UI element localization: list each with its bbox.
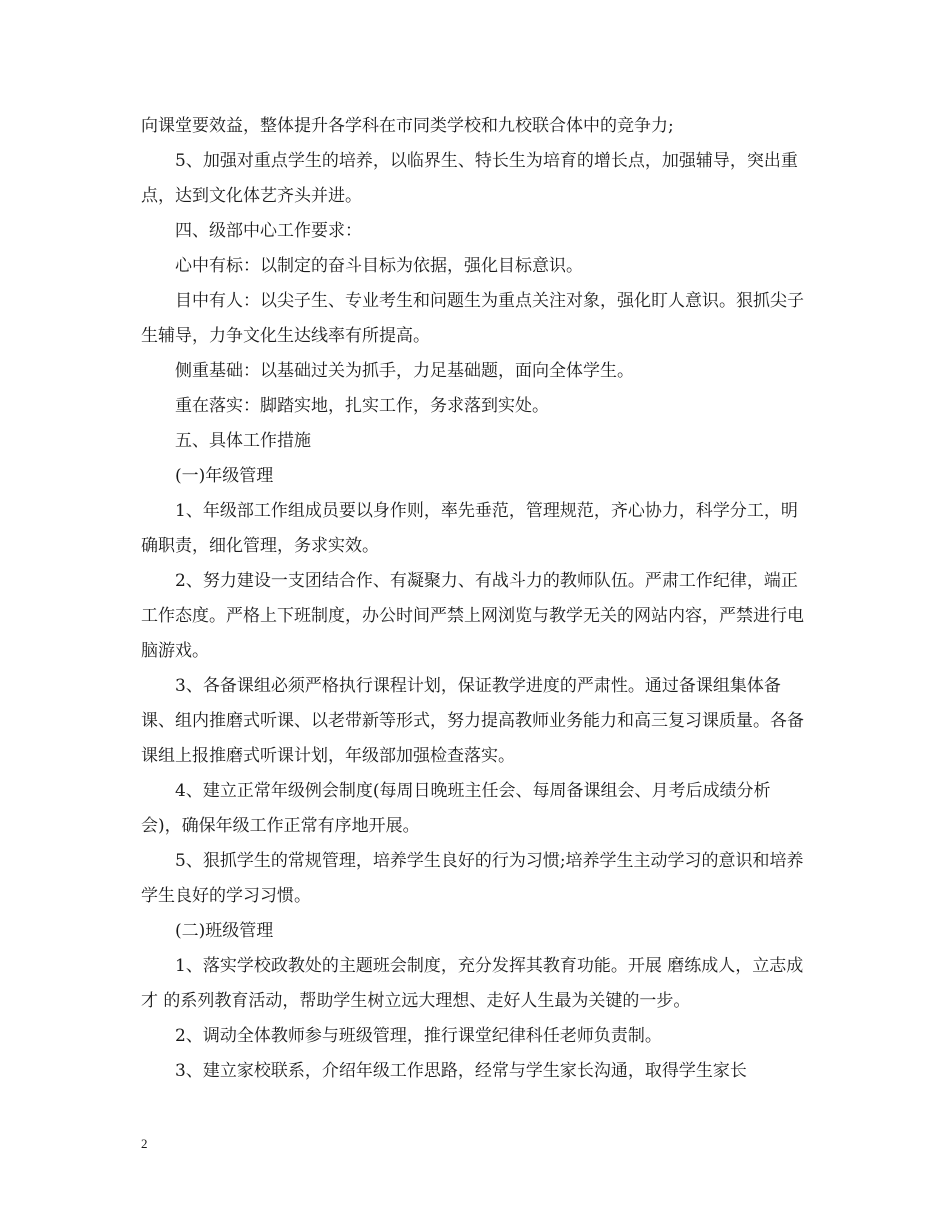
subsection-heading-2: (二)班级管理 — [175, 921, 274, 941]
paragraph-3: 心中有标：以制定的奋斗目标为依据，强化目标意识。 — [175, 256, 583, 276]
paragraph-1: 5、加强对重点学生的培养，以临界生、特长生为培育的增长点，加强辅导，突出重点，达到文化体艺齐头并进。 — [141, 151, 798, 206]
subsection-heading-1: (一)年级管理 — [175, 466, 274, 486]
section-heading-4: 四、级部中心工作要求： — [175, 221, 362, 241]
paragraph-13: 5、狠抓学生的常规管理，培养学生良好的行为习惯;培养学生主动学习的意识和培养学生良好的学习习惯。 — [141, 851, 804, 906]
paragraph-9: 1、年级部工作组成员要以身作则，率先垂范，管理规范，齐心协力，科学分工，明确职责，细化管理，务求实效。 — [141, 501, 798, 556]
paragraph-17: 3、建立家校联系，介绍年级工作思路，经常与学生家长沟通，取得学生家长 — [175, 1061, 747, 1081]
section-heading-5: 五、具体工作措施 — [175, 431, 311, 451]
paragraph-0: 向课堂要效益，整体提升各学科在市同类学校和九校联合体中的竞争力; — [141, 116, 674, 136]
paragraph-10: 2、努力建设一支团结合作、有凝聚力、有战斗力的教师队伍。严肃工作纪律，端正工作态度。严格上下班制度，办公时间严禁上网浏览与教学无关的网站内容，严禁进行电脑游戏。 — [141, 571, 804, 661]
paragraph-15: 1、落实学校政教处的主题班会制度，充分发挥其教育功能。开展 磨练成人，立志成才 的系列教育活动，帮助学生树立远大理想、走好人生最为关键的一步。 — [141, 956, 804, 1011]
paragraph-12: 4、建立正常年级例会制度(每周日晚班主任会、每周备课组会、月考后成绩分析会)，确保年级工作正常有序地开展。 — [141, 781, 771, 836]
paragraph-16: 2、调动全体教师参与班级管理，推行课堂纪律科任老师负责制。 — [175, 1026, 662, 1046]
paragraph-4: 目中有人：以尖子生、专业考生和问题生为重点关注对象，强化盯人意识。狠抓尖子生辅导，力争文化生达线率有所提高。 — [141, 291, 804, 346]
document-body — [141, 109, 811, 1089]
paragraph-6: 重在落实：脚踏实地，扎实工作，务求落到实处。 — [175, 396, 549, 416]
paragraph-11: 3、各备课组必须严格执行课程计划，保证教学进度的严肃性。通过备课组集体备课、组内推磨式听课、以老带新等形式，努力提高教师业务能力和高三复习课质量。各备课组上报推磨式听课计划，年级部加强检查落实。 — [141, 676, 804, 766]
page-number: 2 — [141, 1136, 148, 1151]
paragraph-5: 侧重基础：以基础过关为抓手，力足基础题，面向全体学生。 — [175, 361, 634, 381]
